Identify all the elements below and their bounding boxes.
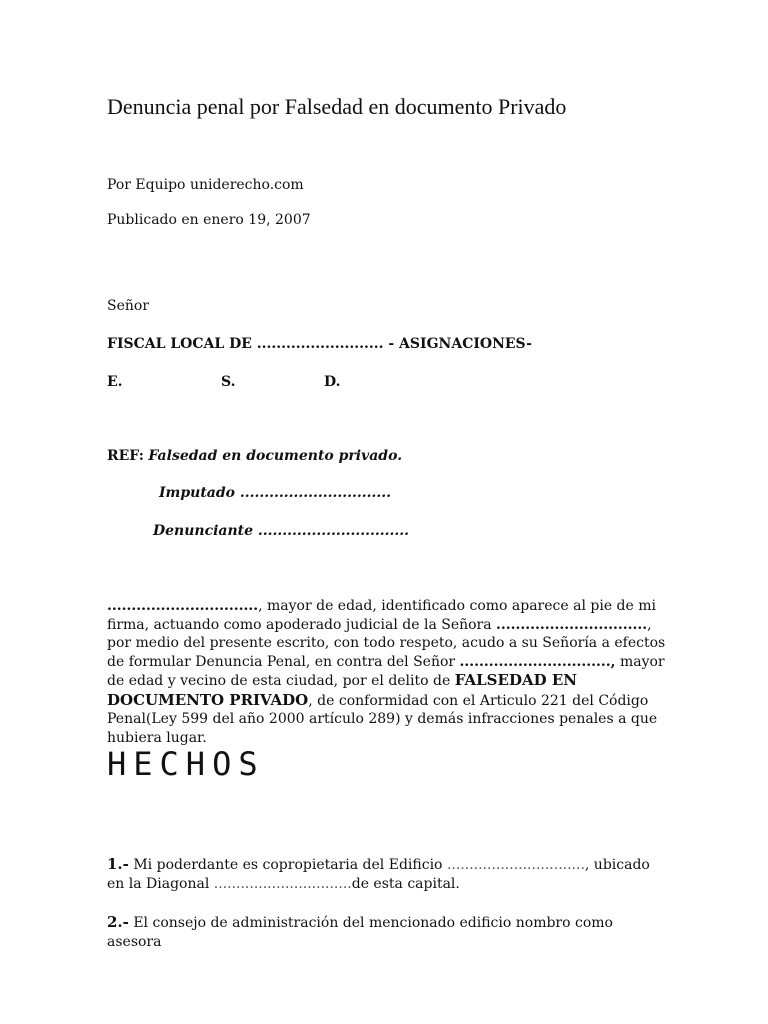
blank-field: ..............................., [459,653,616,670]
intro-paragraph [107,597,667,747]
fact-text: El consejo de administración del mencionado edificio nombro como asesora [107,915,613,950]
blank-field: ............................... [446,857,585,873]
denunciante-line: Denunciante ............................... [153,523,410,539]
paragraph-text: mayor de edad y vecino de esta ciudad, por el delito de [107,653,665,689]
fact-number: 1.- [107,855,129,873]
blank-field: ............................... [213,876,352,892]
paragraph-text: , por medio del presente escrito, con todo respeto, acudo a su Señoría a efectos de formular Denuncia Penal, en contra del Señor [107,616,666,670]
paragraph-text: , de conformidad con el Articulo 221 del Código Penal(Ley 599 del año 2000 artículo 289) y demás infracciones penales a que hubiera lugar. [107,692,658,746]
section-heading-hechos: HECHOS [107,745,265,783]
fact-text: de esta capital. [351,876,460,892]
author-line: Por Equipo uniderecho.com [107,177,304,193]
blank-field: ............................... [496,616,648,633]
fact-text: Mi poderdante es copropietaria del Edificio [128,857,447,873]
fact-item [107,855,667,894]
published-line: Publicado en enero 19, 2007 [107,212,311,228]
imputado-line: Imputado ............................... [159,485,391,501]
ref-label: REF: [107,448,144,464]
ref-text: Falsedad en documento privado. [148,448,403,464]
addressee: FISCAL LOCAL DE .......................... - ASIGNACIONES- [107,336,532,352]
fact-number: 2.- [107,913,129,931]
blank-field: ............................... [107,598,259,614]
paragraph-text: , mayor de edad, identificado como aparece al pie de mi firma, actuando como apoderado judicial de la Señora [107,598,657,633]
fact-text: , ubicado en la Diagonal [107,857,650,892]
crime-name: FALSEDAD EN DOCUMENTO PRIVADO [107,671,577,709]
esd-d: D. [324,374,341,390]
esd-s: S. [221,374,236,390]
fact-item [107,913,667,952]
document-title: Denuncia penal por Falsedad en documento Privado [107,94,567,119]
reference-line [107,448,402,464]
esd-e: E. [107,374,123,390]
salutation: Señor [107,298,150,314]
